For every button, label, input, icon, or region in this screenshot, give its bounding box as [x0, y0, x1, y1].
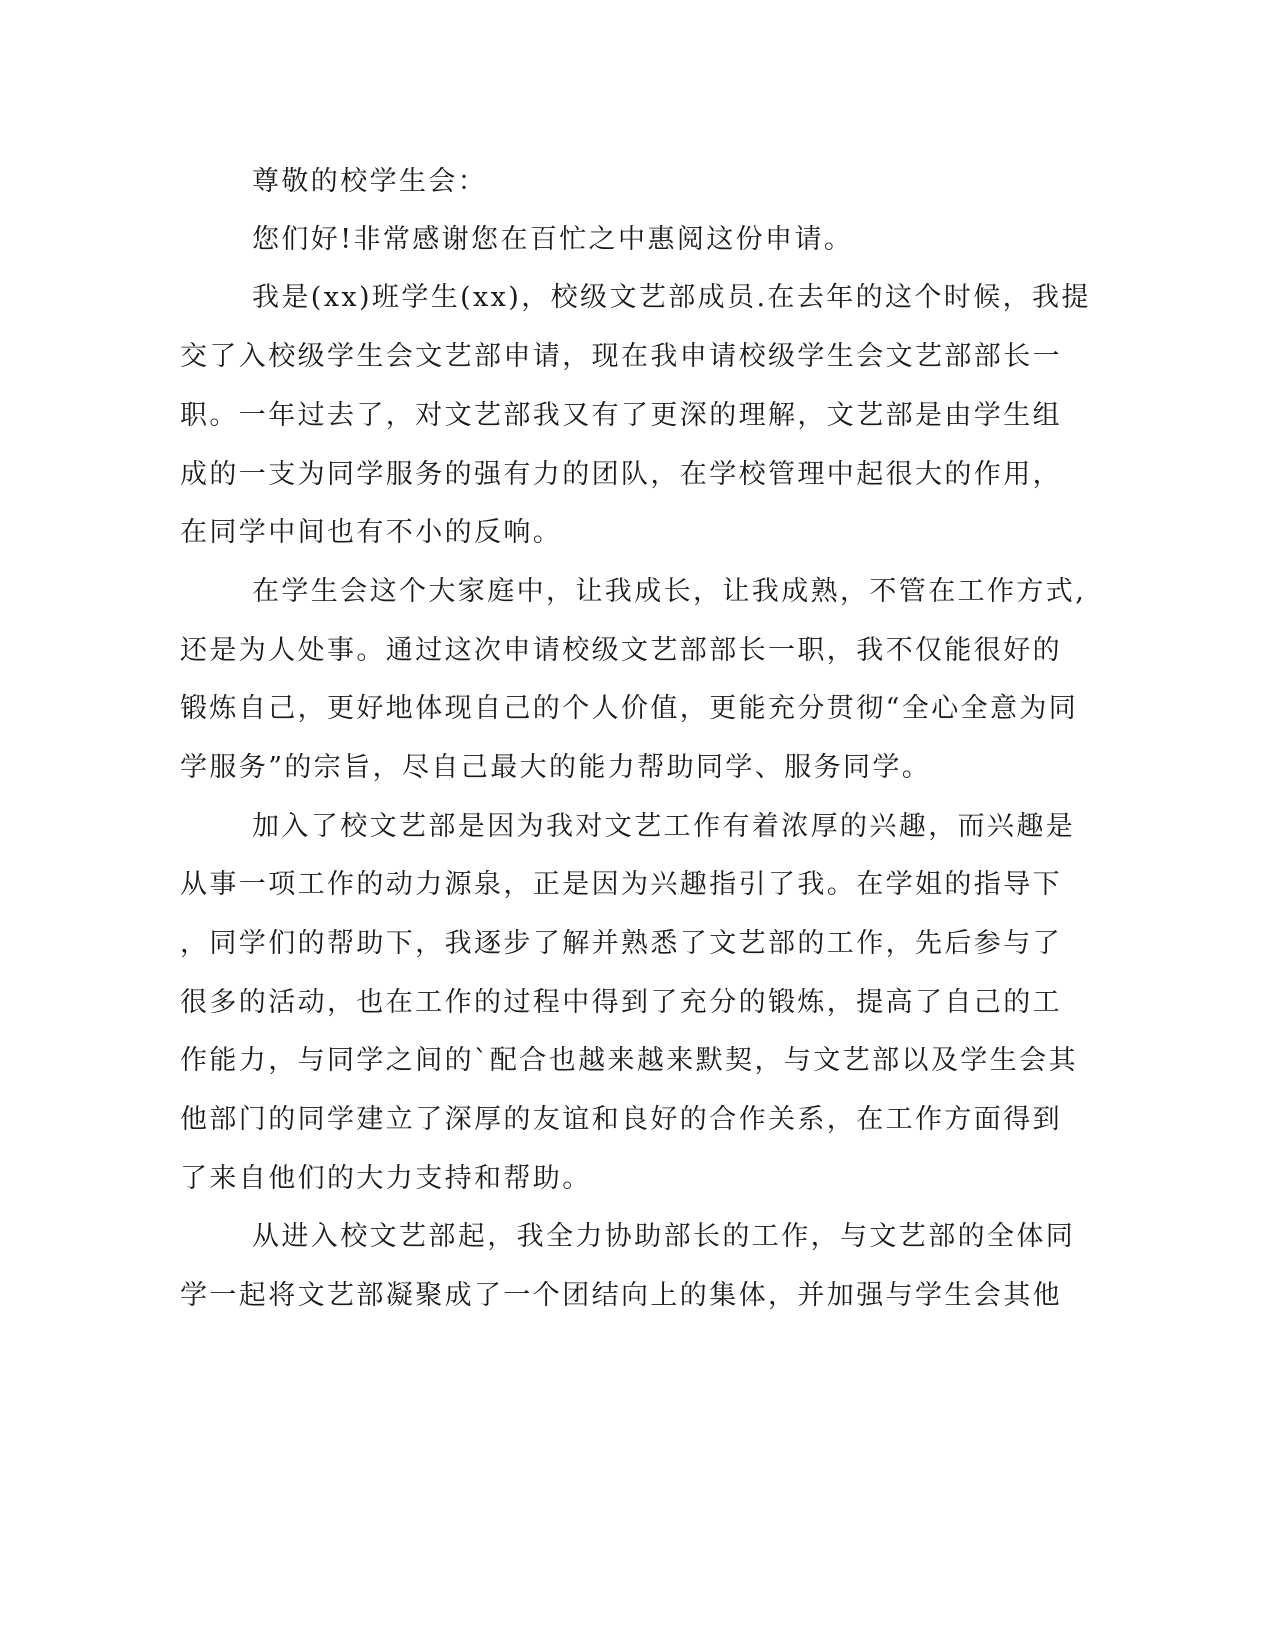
- paragraph-line: 锻炼自己，更好地体现自己的个人价值，更能充分贯彻“全心全意为同: [180, 693, 1079, 724]
- paragraph-line: 学一起将文艺部凝聚成了一个团结向上的集体，并加强与学生会其他: [180, 1280, 1062, 1311]
- paragraph-line: 了来自他们的大力支持和帮助。: [180, 1163, 592, 1194]
- paragraph-line: 在学生会这个大家庭中，让我成长，让我成熟，不管在工作方式,: [252, 576, 1087, 607]
- salutation-line: 尊敬的校学生会：: [252, 166, 488, 197]
- paragraph-line: 成的一支为同学服务的强有力的团队，在学校管理中起很大的作用，: [180, 459, 1062, 490]
- paragraph-line: ，同学们的帮助下，我逐步了解并熟悉了文艺部的工作，先后参与了: [180, 928, 1062, 959]
- paragraph-line: 职。一年过去了，对文艺部我又有了更深的理解，文艺部是由学生组: [180, 400, 1062, 431]
- paragraph-line: 很多的活动，也在工作的过程中得到了充分的锻炼，提高了自己的工: [180, 987, 1062, 1018]
- paragraph-line: 学服务”的宗旨，尽自己最大的能力帮助同学、服务同学。: [180, 752, 932, 783]
- paragraph-line: 作能力，与同学之间的`配合也越来越来默契，与文艺部以及学生会其: [180, 1045, 1078, 1076]
- paragraph-line: 加入了校文艺部是因为我对文艺工作有着浓厚的兴趣，而兴趣是: [252, 811, 1076, 842]
- paragraph-line: 还是为人处事。通过这次申请校级文艺部部长一职，我不仅能很好的: [180, 635, 1062, 666]
- paragraph-line: 他部门的同学建立了深厚的友谊和良好的合作关系，在工作方面得到: [180, 1104, 1062, 1135]
- paragraph-line: 从事一项工作的动力源泉，正是因为兴趣指引了我。在学姐的指导下: [180, 869, 1062, 900]
- paragraph-line: 在同学中间也有不小的反响。: [180, 517, 563, 548]
- paragraph-line: 交了入校级学生会文艺部申请，现在我申请校级学生会文艺部部长一: [180, 341, 1062, 372]
- greeting-line: 您们好!非常感谢您在百忙之中惠阅这份申请。: [252, 224, 854, 255]
- paragraph-line: 我是(xx)班学生(xx)，校级文艺部成员.在去年的这个时候，我提: [252, 282, 1091, 313]
- paragraph-line: 从进入校文艺部起，我全力协助部长的工作，与文艺部的全体同: [252, 1221, 1076, 1252]
